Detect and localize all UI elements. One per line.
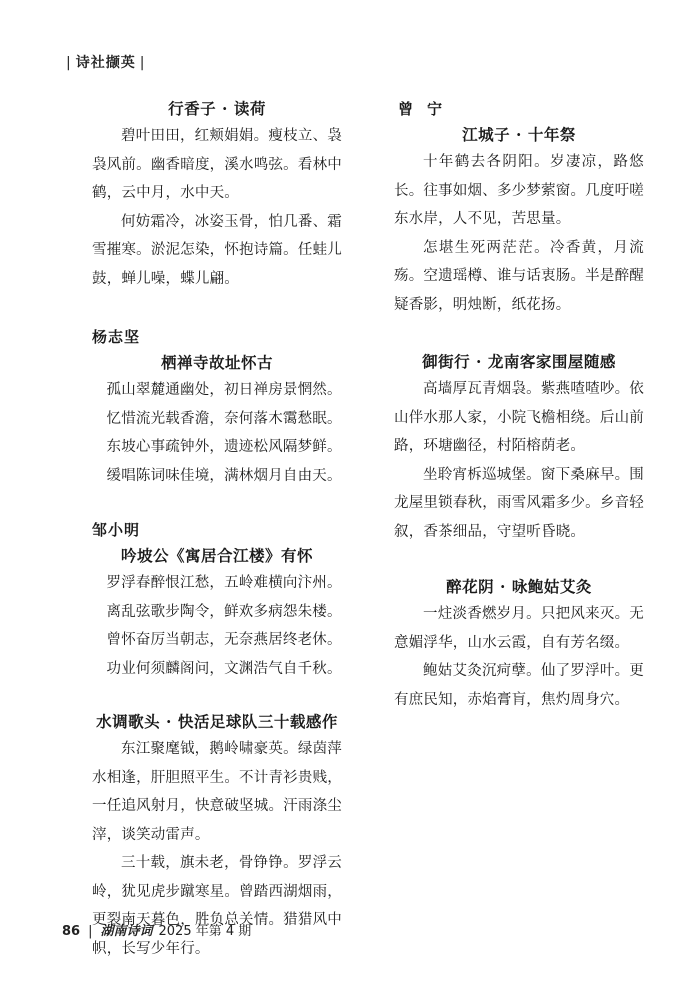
poem-line: 忆惜流光载香澹，奈何落木霭愁眠。 [106,410,342,427]
page-footer [62,920,251,939]
author-name: 邹小明 [92,521,141,539]
poem-paragraph: 坐聆宵柝巡城堡。窗下桑麻早。围龙屋里锁春秋，雨雪风霜多少。乡音轻叙，香茶细品，守望听昏晓。 [394,466,644,540]
author-name: 杨志坚 [92,328,141,346]
poem-title: 江城子 · 十年祭 [462,125,576,144]
poem-title: 栖禅寺故址怀古 [160,353,273,372]
poem-qichansi [92,350,342,490]
author-name: 曾宁 [398,100,457,118]
right-column [394,96,644,714]
poem-paragraph: 高墙厚瓦青烟袅。紫燕喳喳吵。依山伴水那人家，小院飞檐相绕。后山前路，环塘幽径，村陌榕荫老。 [394,381,644,454]
poem-line: 罗浮春醉恨江愁，五岭难横向汴州。 [106,575,342,591]
poem-yujiexing [394,349,644,546]
section-title: 诗社撷英 [75,55,136,71]
poem-line: 缓唱陈词味佳境，满林烟月自由天。 [106,467,342,484]
left-column [92,96,342,963]
section-header [62,52,149,72]
poem-title: 水调歌头 · 快活足球队三十载感作 [96,712,338,731]
poem-line: 孤山翠麓通幽处，初日禅房景惘然。 [106,382,342,398]
poem-paragraph: 何妨霜冷，冰姿玉骨，怕几番、霜雪摧寒。淤泥怎染，怀抱诗篇。任蛙儿鼓，蝉儿噪，蝶儿翩。 [92,213,342,287]
poem-title: 行香子 · 读荷 [168,99,266,118]
poem-paragraph: 东江聚麾钺，鹅岭啸豪英。绿茵萍水相逢，肝胆照平生。不计青衫贵贱，一任追风射月，快意破坚城。汗雨涤尘滓，谈笑动雷声。 [92,741,342,843]
poem-paragraph: 鲍姑艾灸沉疴孽。仙了罗浮叶。更有庶民知，赤焰膏肓，焦灼周身穴。 [394,663,644,708]
poem-title: 醉花阴 · 咏鲍姑艾灸 [446,577,592,596]
poem-body [92,122,342,293]
poem-paragraph: 三十载，旗未老，骨铮铮。罗浮云岭，犹见虎步蹴寒星。曾踏西湖烟雨，更裂南天暮色，胜负总关情。猎猎风中帜，长写少年行。 [92,855,342,957]
poem-paragraph: 一炷淡香燃岁月。只把风来灭。无意媚浮华，山水云霞，自有芳名缀。 [394,606,644,651]
issue-label: 2025 年第 4 期 [158,924,252,939]
poem-zuihuayin [394,574,644,714]
poem-body [92,569,342,683]
poem-title: 御街行 · 龙南客家围屋随感 [422,352,616,371]
page-number: 86 [62,924,81,939]
divider-bar: | [139,55,146,71]
poem-line: 功业何须麟阁问，文渊浩气自千秋。 [106,660,342,677]
divider-bar: | [66,55,72,71]
poem-line: 曾怀奋厉当朝志，无奈燕居终老休。 [106,632,342,648]
poem-paragraph: 十年鹤去各阴阳。岁凄凉，路悠长。往事如烟、多少梦萦窗。几度吁嗟东水岸，人不见，苦思量。 [394,154,644,227]
poem-line: 东坡心事疏钟外，遗迹松风隔梦鲜。 [106,439,342,455]
poem-line: 离乱弦歌步陶令，鲜欢多病怨朱楼。 [106,603,342,620]
divider-bar: | [88,924,93,939]
poem-yinpogong [92,543,342,683]
poem-body [92,376,342,490]
poem-paragraph: 怎堪生死两茫茫。冷香黄，月流殇。空遗瑶樽、谁与话衷肠。半是醉醒疑香影，明烛断，纸花扬。 [394,239,644,313]
magazine-logo: 湖南诗词 [100,924,153,939]
poem-paragraph: 碧叶田田，红颊娟娟。瘦枝立、袅袅风前。幽香暗度，溪水鸣弦。看林中鹤，云中月，水中天。 [92,128,342,201]
poem-body [394,600,644,714]
poem-title: 吟坡公《寓居合江楼》有怀 [120,546,313,565]
poem-body [394,375,644,546]
poem-body [394,148,644,319]
poem-xingxiangzi [92,96,342,293]
poem-jiangchengzi [394,122,644,319]
